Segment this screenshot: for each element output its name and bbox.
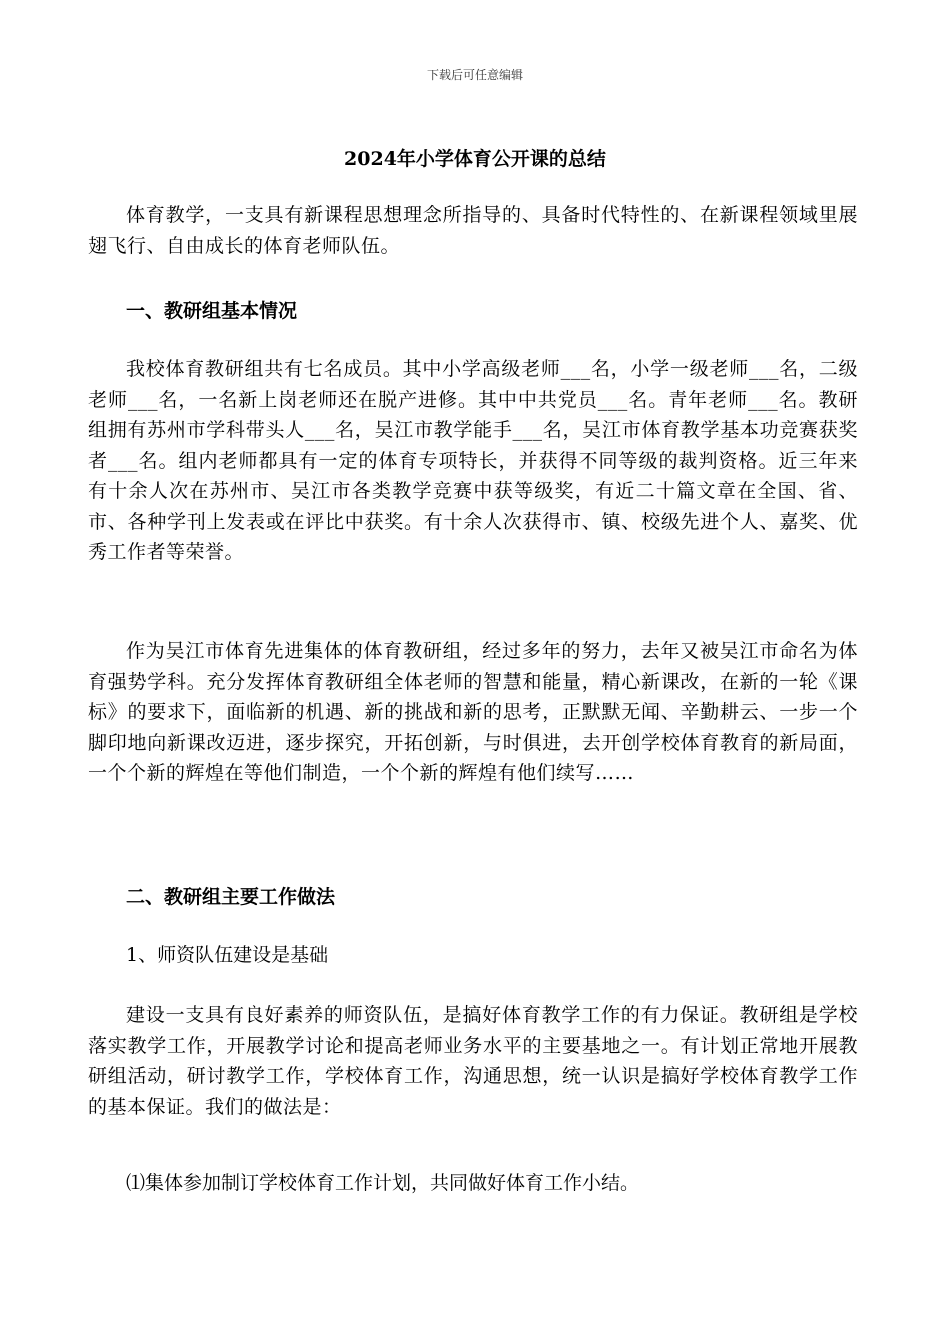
header-note: 下载后可任意编辑	[426, 68, 523, 82]
document-title: 2024年小学体育公开课的总结	[344, 148, 606, 170]
intro-paragraph: 体育教学，一支具有新课程思想理念所指导的、具备时代特性的、在新课程领域里展翅飞行、自由成长的体育老师队伍。	[88, 204, 858, 257]
section2-paragraph1: 建设一支具有良好素养的师资队伍，是搞好体育教学工作的有力保证。教研组是学校落实教学工作，开展教学讨论和提高老师业务水平的主要基地之一。有计划正常地开展教研组活动，研讨教学工作，学校体育工作，沟通思想，统一认识是搞好学校体育教学工作的基本保证。我们的做法是：	[88, 1004, 858, 1118]
section1-paragraph1: 我校体育教研组共有七名成员。其中小学高级老师___名，小学一级老师___名，二级老师___名，一名新上岗老师还在脱产进修。其中中共党员___名。青年老师___名。教研组拥有苏州市学科带头人___名，吴江市教学能手___名，吴江市体育教学基本功竞赛获奖者___名。组内老师都具有一定的体育专项特长，并获得不同等级的裁判资格。近三年来有十余人次在苏州市、吴江市各类教学竞赛中获等级奖，有近二十篇文章在全国、省、市、各种学刊上发表或在评比中获奖。有十余人次获得市、镇、校级先进个人、嘉奖、优秀工作者等荣誉。	[88, 358, 858, 563]
section2-subheading1: 1、师资队伍建设是基础	[126, 944, 329, 966]
section2-list-item1: ⑴集体参加制订学校体育工作计划，共同做好体育工作小结。	[126, 1172, 640, 1194]
section1-paragraph2: 作为吴江市体育先进集体的体育教研组，经过多年的努力，去年又被吴江市命名为体育强势学科。充分发挥体育教研组全体老师的智慧和能量，精心新课改，在新的一轮《课标》的要求下，面临新的机遇、新的挑战和新的思考，正默默无闻、辛勤耕云、一步一个脚印地向新课改迈进，逐步探究，开拓创新，与时俱进，去开创学校体育教育的新局面，一个个新的辉煌在等他们制造，一个个新的辉煌有他们续写……	[88, 640, 858, 784]
section1-heading: 一、教研组基本情况	[126, 300, 298, 322]
section2-heading: 二、教研组主要工作做法	[126, 886, 336, 908]
